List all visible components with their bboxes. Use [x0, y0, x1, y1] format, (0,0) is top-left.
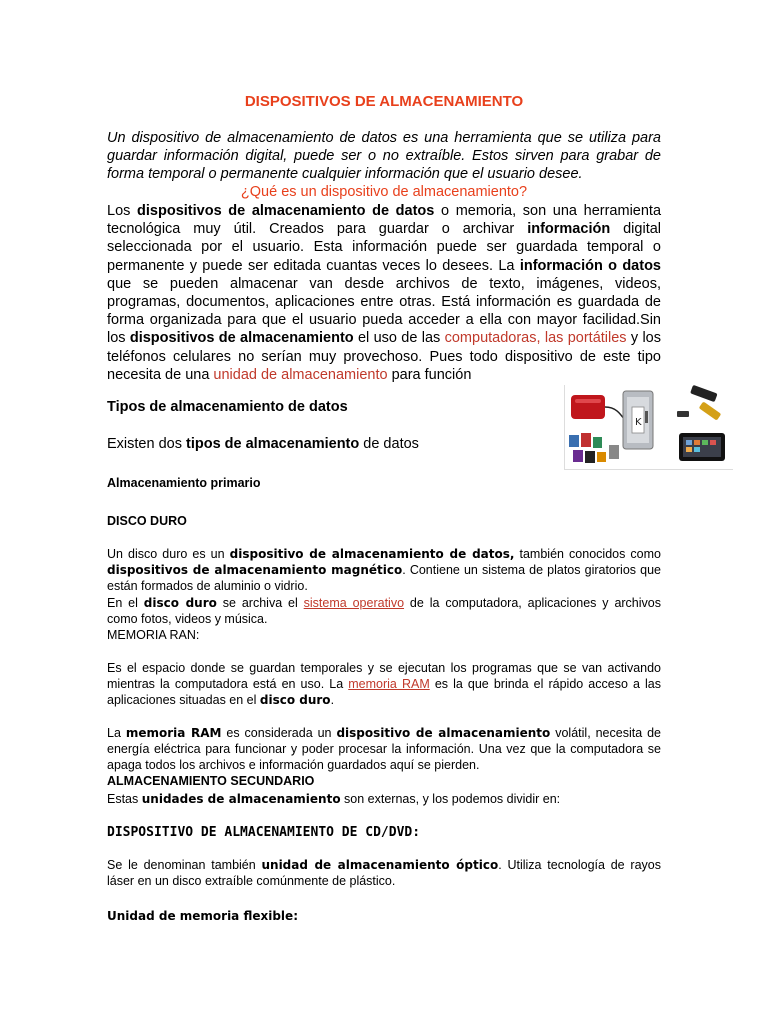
tipos-line: Existen dos tipos de almacenamiento de datos	[107, 436, 419, 452]
section-heading-tipos: Tipos de almacenamiento de datos	[107, 399, 348, 415]
heading-almacenamiento-primario: Almacenamiento primario	[107, 476, 261, 490]
heading-disco-duro: DISCO DURO	[107, 514, 187, 528]
unidad-almacenamiento-link[interactable]: unidad de almacenamiento	[213, 366, 388, 383]
definition-paragraph: Los dispositivos de almacenamiento de datos o memoria, son una herramienta tecnológica muy útil. Creados para guardar o archivar información digital seleccionada por el usuario. Esta información puede ser guardada temporal o permanente y puede ser editada cuantas veces lo desees. La información o datos que se pueden almacenar van desde archivos de texto, imágenes, videos, programas, documentos, aplicaciones entre otras. Está información es guardada de forma organizada para que el usuario pueda acceder a ella con mayor facilidad.Sin los dispositivos de almacenamiento el uso de las computadoras, las portátiles y los teléfonos celulares no serían muy provechoso. Pues todo dispositivo de este tipo necesita de una unidad de almacenamiento para función	[107, 203, 662, 383]
heading-cd-dvd: DISPOSITIVO DE ALMACENAMIENTO DE CD/DVD:	[107, 825, 421, 840]
intro-paragraph: Un dispositivo de almacenamiento de datos es una herramienta que se utiliza para guardar información digital, puede ser o no extraíble. Estos sirven para grabar de forma temporal o permanente cualquier información que el usuario desee.	[107, 130, 661, 182]
memory-cards-icon	[569, 433, 619, 463]
heading-almacenamiento-secundario: ALMACENAMIENTO SECUNDARIO	[107, 774, 315, 788]
memoria-ram-link[interactable]: memoria RAM	[348, 677, 430, 692]
memoria-ram-paragraph: Es el espacio donde se guardan temporales y se ejecutan los programas que se van activando mientras la computadora está en uso. La memoria RAM es la que brinda el rápido acceso a las aplicaciones situadas en el disco duro.	[107, 661, 661, 708]
memoria-ran-label: MEMORIA RAN:	[107, 628, 200, 642]
page-title: DISPOSITIVOS DE ALMACENAMIENTO	[244, 93, 524, 110]
tablet-icon	[679, 433, 725, 461]
sistema-operativo-link[interactable]: sistema operativo	[303, 596, 405, 610]
cd-dvd-paragraph: Se le denominan también unidad de almacenamiento óptico. Utiliza tecnología de rayos láser en un disco extraíble comúnmente de plástico.	[107, 858, 661, 889]
storage-devices-image	[564, 385, 733, 470]
secundario-paragraph: Estas unidades de almacenamiento son externas, y los podemos dividir en:	[107, 792, 561, 806]
computadoras-link[interactable]: computadoras, las portátiles	[444, 330, 627, 347]
disco-duro-paragraph-2: En el disco duro se archiva el sistema operativo de la computadora, aplicaciones y archivos como fotos, videos y música.	[107, 596, 661, 627]
question-heading: ¿Qué es un dispositivo de almacenamiento?	[240, 184, 528, 200]
external-drive-icon	[571, 395, 627, 423]
heading-memoria-flexible: Unidad de memoria flexible:	[107, 909, 298, 923]
memoria-ram-paragraph-2: La memoria RAM es considerada un dispositivo de almacenamiento volátil, necesita de energía eléctrica para funcionar y poder procesar la información. Una vez que la computadora se apaga todos los archivos e información guardados aquí se pierden.	[107, 726, 661, 773]
svg-text:K: K	[635, 417, 642, 428]
safe-icon	[623, 391, 653, 449]
storage-devices-illustration	[565, 385, 733, 469]
disco-duro-paragraph: Un disco duro es un dispositivo de almacenamiento de datos, también conocidos como dispositivos de almacenamiento magnético. Contiene un sistema de platos giratorios que están formados de aluminio o vidrio.	[107, 547, 661, 594]
usb-stick-icon	[677, 385, 721, 421]
